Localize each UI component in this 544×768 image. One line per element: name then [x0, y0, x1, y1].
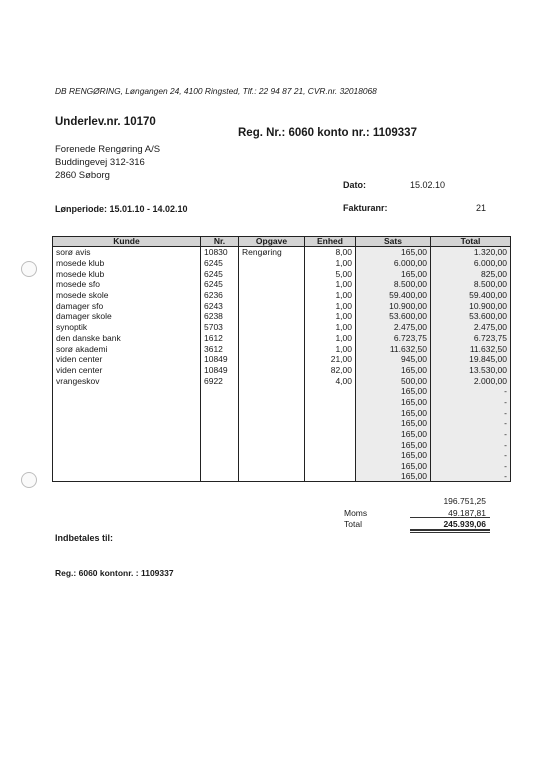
table-row — [53, 386, 511, 397]
cell-opgave — [239, 461, 305, 472]
table-row — [53, 375, 511, 386]
cell-kunde — [53, 407, 201, 418]
column-header-nr: Nr. — [201, 237, 239, 247]
table-row — [53, 471, 511, 482]
cell-enhed: 1,00 — [305, 311, 356, 322]
cell-total: 1.320,00 — [431, 247, 511, 258]
table-row — [53, 461, 511, 472]
cell-nr — [201, 450, 239, 461]
total-double-rule — [410, 529, 490, 533]
cell-sats: 165,00 — [356, 268, 431, 279]
cell-opgave — [239, 375, 305, 386]
column-header-enhed: Enhed — [305, 237, 356, 247]
cell-enhed: 1,00 — [305, 333, 356, 344]
cell-sats: 165,00 — [356, 429, 431, 440]
cell-total: 6.000,00 — [431, 258, 511, 269]
cell-total: - — [431, 450, 511, 461]
cell-total: - — [431, 386, 511, 397]
payment-account: Reg.: 6060 kontonr. : 1109337 — [55, 568, 174, 578]
cell-sats: 165,00 — [356, 365, 431, 376]
cell-total: - — [431, 461, 511, 472]
table-row — [53, 300, 511, 311]
cell-enhed — [305, 450, 356, 461]
cell-enhed — [305, 461, 356, 472]
cell-kunde: sorø avis — [53, 247, 201, 258]
table-row — [53, 397, 511, 408]
recipient-street: Buddingevej 312-316 — [55, 157, 145, 168]
table-row — [53, 450, 511, 461]
cell-kunde: mosede klub — [53, 268, 201, 279]
cell-kunde — [53, 450, 201, 461]
table-header-row — [53, 237, 511, 247]
cell-kunde: damager skole — [53, 311, 201, 322]
cell-enhed: 1,00 — [305, 279, 356, 290]
cell-enhed — [305, 397, 356, 408]
cell-opgave — [239, 386, 305, 397]
cell-enhed: 82,00 — [305, 365, 356, 376]
column-header-opgave: Opgave — [239, 237, 305, 247]
cell-total: 10.900,00 — [431, 300, 511, 311]
cell-nr: 5703 — [201, 322, 239, 333]
cell-opgave — [239, 333, 305, 344]
cell-nr: 6236 — [201, 290, 239, 301]
cell-total: 825,00 — [431, 268, 511, 279]
cell-opgave — [239, 268, 305, 279]
cell-kunde: viden center — [53, 365, 201, 376]
cell-nr: 10849 — [201, 354, 239, 365]
cell-kunde — [53, 418, 201, 429]
underlev-number: Underlev.nr. 10170 — [55, 116, 156, 128]
cell-sats: 165,00 — [356, 397, 431, 408]
cell-sats: 165,00 — [356, 418, 431, 429]
cell-nr: 10830 — [201, 247, 239, 258]
punch-hole-top — [21, 261, 37, 277]
cell-kunde: viden center — [53, 354, 201, 365]
cell-enhed — [305, 439, 356, 450]
cell-enhed — [305, 418, 356, 429]
cell-kunde: mosede sfo — [53, 279, 201, 290]
cell-opgave — [239, 439, 305, 450]
cell-enhed: 1,00 — [305, 258, 356, 269]
cell-total: - — [431, 439, 511, 450]
table-row — [53, 268, 511, 279]
cell-nr: 6245 — [201, 268, 239, 279]
cell-enhed: 1,00 — [305, 322, 356, 333]
cell-total: 6.723,75 — [431, 333, 511, 344]
cell-kunde — [53, 471, 201, 482]
cell-nr — [201, 439, 239, 450]
column-header-sats: Sats — [356, 237, 431, 247]
cell-nr: 6238 — [201, 311, 239, 322]
dato-value: 15.02.10 — [410, 180, 446, 190]
cell-sats: 165,00 — [356, 386, 431, 397]
cell-nr — [201, 386, 239, 397]
total-value: 245.939,06 — [443, 519, 486, 529]
table-row — [53, 365, 511, 376]
cell-kunde: synoptik — [53, 322, 201, 333]
cell-opgave — [239, 397, 305, 408]
cell-nr — [201, 429, 239, 440]
cell-sats: 165,00 — [356, 439, 431, 450]
table-row — [53, 343, 511, 354]
table-row — [53, 279, 511, 290]
column-header-kunde: Kunde — [53, 237, 201, 247]
cell-sats: 6.000,00 — [356, 258, 431, 269]
table-row — [53, 407, 511, 418]
cell-kunde: mosede klub — [53, 258, 201, 269]
cell-enhed: 21,00 — [305, 354, 356, 365]
cell-enhed — [305, 386, 356, 397]
cell-opgave — [239, 311, 305, 322]
cell-sats: 500,00 — [356, 375, 431, 386]
cell-nr — [201, 397, 239, 408]
cell-opgave — [239, 407, 305, 418]
cell-kunde: mosede skole — [53, 290, 201, 301]
cell-nr — [201, 461, 239, 472]
table-row — [53, 439, 511, 450]
cell-enhed: 8,00 — [305, 247, 356, 258]
cell-kunde: damager sfo — [53, 300, 201, 311]
cell-total: 13.530,00 — [431, 365, 511, 376]
cell-sats: 165,00 — [356, 407, 431, 418]
total-rule — [410, 517, 490, 518]
reg-konto-number: Reg. Nr.: 6060 konto nr.: 1109337 — [238, 127, 417, 139]
cell-sats: 165,00 — [356, 450, 431, 461]
cell-opgave — [239, 322, 305, 333]
cell-nr: 10849 — [201, 365, 239, 376]
cell-opgave — [239, 300, 305, 311]
table-row — [53, 322, 511, 333]
cell-total: 2.475,00 — [431, 322, 511, 333]
invoice-number-label: Fakturanr: — [343, 203, 388, 213]
cell-enhed — [305, 471, 356, 482]
cell-total: 2.000,00 — [431, 375, 511, 386]
table-row — [53, 247, 511, 258]
recipient-name: Forenede Rengøring A/S — [55, 144, 161, 155]
cell-kunde: sorø akademi — [53, 343, 201, 354]
cell-opgave — [239, 429, 305, 440]
dato-label: Dato: — [343, 180, 366, 190]
cell-opgave — [239, 343, 305, 354]
cell-opgave — [239, 418, 305, 429]
subtotal-value: 196.751,25 — [443, 496, 486, 506]
pay-period: Lønperiode: 15.01.10 - 14.02.10 — [55, 204, 188, 214]
moms-value: 49.187,81 — [448, 508, 486, 518]
cell-total: - — [431, 418, 511, 429]
column-header-total: Total — [431, 237, 511, 247]
table-row — [53, 418, 511, 429]
cell-enhed: 1,00 — [305, 343, 356, 354]
cell-nr: 6245 — [201, 279, 239, 290]
cell-enhed: 5,00 — [305, 268, 356, 279]
cell-nr — [201, 471, 239, 482]
recipient-city: 2860 Søborg — [55, 170, 110, 181]
cell-total: 59.400,00 — [431, 290, 511, 301]
cell-sats: 8.500,00 — [356, 279, 431, 290]
cell-opgave — [239, 290, 305, 301]
punch-hole-bottom — [21, 472, 37, 488]
cell-total: - — [431, 429, 511, 440]
cell-total: 11.632,50 — [431, 343, 511, 354]
cell-nr — [201, 407, 239, 418]
cell-opgave — [239, 471, 305, 482]
table-row — [53, 354, 511, 365]
cell-total: 8.500,00 — [431, 279, 511, 290]
cell-kunde — [53, 439, 201, 450]
cell-total: 19.845,00 — [431, 354, 511, 365]
cell-opgave — [239, 354, 305, 365]
cell-nr: 3612 — [201, 343, 239, 354]
cell-enhed — [305, 429, 356, 440]
cell-enhed: 4,00 — [305, 375, 356, 386]
cell-sats: 165,00 — [356, 247, 431, 258]
cell-kunde: vrangeskov — [53, 375, 201, 386]
cell-sats: 165,00 — [356, 471, 431, 482]
cell-total: 53.600,00 — [431, 311, 511, 322]
cell-kunde — [53, 461, 201, 472]
cell-kunde: den danske bank — [53, 333, 201, 344]
table-row — [53, 311, 511, 322]
cell-opgave — [239, 279, 305, 290]
cell-sats: 165,00 — [356, 461, 431, 472]
table-row — [53, 258, 511, 269]
table-row — [53, 290, 511, 301]
total-label: Total — [344, 519, 362, 529]
cell-total: - — [431, 471, 511, 482]
cell-kunde — [53, 386, 201, 397]
cell-total: - — [431, 407, 511, 418]
cell-nr: 1612 — [201, 333, 239, 344]
cell-kunde — [53, 397, 201, 408]
cell-opgave — [239, 258, 305, 269]
cell-nr: 6245 — [201, 258, 239, 269]
cell-enhed: 1,00 — [305, 290, 356, 301]
cell-sats: 10.900,00 — [356, 300, 431, 311]
cell-opgave — [239, 365, 305, 376]
payment-to-label: Indbetales til: — [55, 533, 114, 543]
invoice-number-value: 21 — [475, 203, 486, 213]
moms-label: Moms — [344, 508, 368, 518]
cell-nr — [201, 418, 239, 429]
cell-sats: 53.600,00 — [356, 311, 431, 322]
cell-nr: 6922 — [201, 375, 239, 386]
cell-sats: 59.400,00 — [356, 290, 431, 301]
cell-sats: 6.723,75 — [356, 333, 431, 344]
cell-enhed: 1,00 — [305, 300, 356, 311]
cell-kunde — [53, 429, 201, 440]
table-row — [53, 429, 511, 440]
cell-opgave: Rengøring — [239, 247, 305, 258]
cell-nr: 6243 — [201, 300, 239, 311]
cell-total: - — [431, 397, 511, 408]
cell-enhed — [305, 407, 356, 418]
table-row — [53, 333, 511, 344]
cell-sats: 11.632,50 — [356, 343, 431, 354]
cell-sats: 945,00 — [356, 354, 431, 365]
cell-opgave — [239, 450, 305, 461]
invoice-table — [52, 236, 511, 482]
company-line: DB RENGØRING, Løngangen 24, 4100 Ringsted, Tlf.: 22 94 87 21, CVR.nr. 32018068 — [55, 86, 377, 96]
cell-sats: 2.475,00 — [356, 322, 431, 333]
